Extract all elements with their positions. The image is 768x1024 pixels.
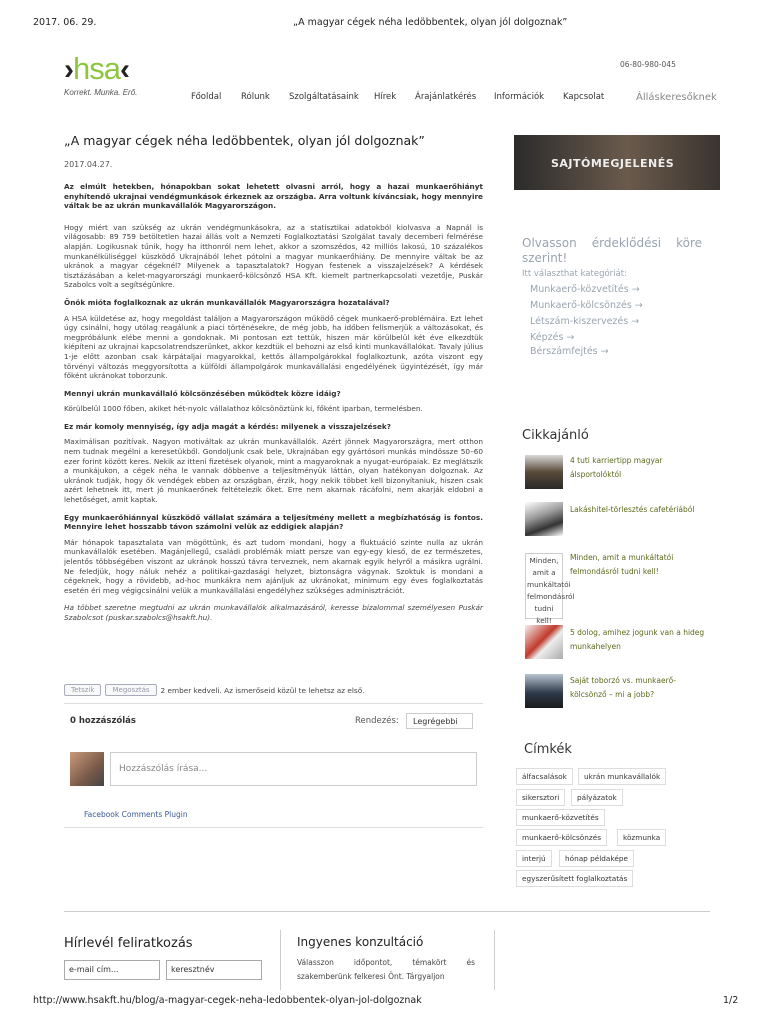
- comment-count: 0 hozzászólás: [70, 716, 136, 726]
- tag-link[interactable]: egyszerűsített foglalkoztatás: [516, 870, 633, 887]
- footer-column-divider: [280, 930, 281, 990]
- article-lead: Az elmúlt hetekben, hónapokban sokat lehetett olvasni arról, hogy a hazai munkaerőhiányt enyhítendő ukrajnai vendégmunkások érkeznek az országba. Arra voltunk kíváncsiak, hogy mennyire váltak be az ukrán munkavállalók Magyarországon.: [64, 182, 483, 211]
- article-question: Mennyi ukrán munkavállaló kölcsönzésében működtek közre idáig?: [64, 388, 341, 398]
- fb-comments-plugin-link[interactable]: Facebook Comments Plugin: [84, 810, 188, 819]
- print-page-number: 1/2: [723, 995, 739, 1006]
- sort-label: Rendezés:: [355, 716, 399, 726]
- category-prompt: Itt választhat kategóriát:: [522, 269, 627, 279]
- rec-thumbnail[interactable]: [525, 455, 563, 489]
- comments-divider: [64, 827, 483, 828]
- nav-item-home[interactable]: Főoldal: [191, 92, 222, 102]
- article-body: [64, 182, 483, 631]
- nav-item-services[interactable]: Szolgáltatásaink: [289, 92, 359, 102]
- press-banner-label: SAJTÓMEGJELENÉS: [551, 157, 675, 170]
- tag-link[interactable]: pályázatok: [571, 789, 623, 806]
- article-question: Egy munkaerőhiánnyal küszködő vállalat számára a teljesítmény mellett a megbízhatóság is fontos. Mennyire lehet hosszabb távon számolni velük az eddigiek alapján?: [64, 512, 483, 532]
- logo-left-chevron: ›: [64, 53, 73, 86]
- tags-title: Címkék: [524, 742, 572, 757]
- footer-column-divider: [494, 930, 495, 990]
- sort-select[interactable]: Legrégebbi: [406, 713, 473, 729]
- article-question: Önök mióta foglalkoznak az ukrán munkavállalók Magyarországra hozatalával?: [64, 297, 390, 307]
- comments-divider: [64, 703, 483, 704]
- hsa-logo[interactable]: [64, 51, 138, 97]
- nav-item-jobseekers[interactable]: Álláskeresőknek: [636, 92, 717, 103]
- category-link[interactable]: Létszám-kiszervezés →: [530, 316, 640, 327]
- newsletter-name-input[interactable]: keresztnév: [166, 960, 262, 980]
- category-link[interactable]: Képzés →: [530, 332, 575, 343]
- print-url: http://www.hsakft.hu/blog/a-magyar-cegek-neha-ledobbentek-olyan-jol-dolgoznak: [33, 995, 422, 1006]
- fb-share-button[interactable]: Megosztás: [105, 684, 156, 696]
- article-paragraph: Körülbelül 1000 főben, akiket hét-nyolc vállalathoz kölcsönöztünk ki, főként iparban, termelésben.: [64, 404, 423, 414]
- consultation-text: Válasszon időpontot, témakört és szakemberünk felkeresi Önt. Tárgyaljon: [297, 958, 475, 981]
- logo-slogan: Korrekt. Munka. Erő.: [64, 88, 138, 97]
- phone-number[interactable]: 06-80-980-045: [620, 60, 676, 69]
- consultation-title: Ingyenes konzultáció: [297, 935, 424, 949]
- rec-link[interactable]: 4 tuti karriertipp magyar álsportolóktól: [570, 456, 663, 479]
- category-link[interactable]: Munkaerő-közvetítés →: [530, 284, 640, 295]
- rec-thumbnail[interactable]: [525, 674, 563, 708]
- tag-link[interactable]: ukrán munkavállalók: [578, 768, 666, 785]
- fb-like-button[interactable]: Tetszik: [64, 684, 101, 696]
- newsletter-email-input[interactable]: e-mail cím...: [64, 960, 160, 980]
- tag-link[interactable]: munkaerő-kölcsönzés: [516, 829, 607, 846]
- nav-item-info[interactable]: Információk: [494, 92, 545, 102]
- tag-link[interactable]: interjú: [516, 850, 552, 867]
- newsletter-title: Hírlevél feliratkozás: [64, 936, 193, 951]
- tag-link[interactable]: hónap példaképe: [559, 850, 634, 867]
- nav-item-quote[interactable]: Árajánlatkérés: [415, 92, 477, 102]
- logo-text: hsa: [73, 51, 120, 86]
- article-paragraph: Maximálisan pozitívak. Nagyon motiváltak az ukrán munkavállalók. Azért jönnek Magyarországra, mert otthon nem tudnak megélni a keresetükből. Gondoljunk csak bele, Ukrajnában egy gyártósori munkás mindössze 50–60 ezer forint között keres. Nekik az itteni fizetések olyanok, mint a magyaroknak a nyugat-európaiak. Ez meglátszik a munkájukon, a cégek néha le vannak döbbenve a teljesítményük láttán, olyan hatékonyan dolgoznak. Az ukránok tudják, hogy ők vendégek ebben az országban, érzik, hogy nekik többet kell bizonyítaniuk, hiszen csak azért lehetnek itt, mert jó munkaerőnek feltételezik őket. Erre nem akarnak rácáfolni, nem akarják eldobni a lehetőséget, amit kaptak.: [64, 437, 483, 505]
- tag-link[interactable]: munkaerő-közvetítés: [516, 809, 605, 826]
- article-paragraph: Már hónapok tapasztalata van mögöttünk, és azt tudom mondani, hogy a fluktuáció szinte nulla az ukrán munkavállalók esetében. Magánjellegű, családi problémák miatt persze van egy-egy kieső, de ez természetes, jelentős többségében viszont az ukránok hosszú távra terveznek, nem akarnak egyik helyről a másikra ugrálni. Ne feledjük, hogy náluk nehéz a politikai-gazdasági helyzet, biztonságra vágynak. Szoktuk is mondani a cégeknek, hogy a rövidebb, ad-hoc munkákra nem ajánljuk az ukránokat, minimum egy éves foglalkoztatás esetén éri meg végigcsinálni velük a munkavállalási engedélyhez szükséges adminisztrációt.: [64, 537, 483, 595]
- tag-link[interactable]: közmunka: [617, 829, 666, 846]
- rec-link[interactable]: 5 dolog, amihez jogunk van a hideg munkahelyen: [570, 628, 705, 651]
- rec-link[interactable]: Saját toborzó vs. munkaerő-kölcsönző – mi a jobb?: [570, 676, 676, 699]
- article-title: „A magyar cégek néha ledöbbentek, olyan jól dolgoznak”: [64, 133, 425, 148]
- article-outro: Ha többet szeretne megtudni az ukrán munkavállalók alkalmazásáról, keresse bizalommal személyesen Puskár Szabolcsot (puskar.szabolcs@hsakft.hu).: [64, 603, 483, 622]
- nav-item-about[interactable]: Rólunk: [241, 92, 270, 102]
- fb-like-bar: [64, 684, 365, 696]
- footer-divider: [64, 911, 710, 912]
- print-date: 2017. 06. 29.: [33, 17, 97, 28]
- article-question: Ez már komoly mennyiség, így adja magát a kérdés: milyenek a visszajelzések?: [64, 421, 391, 431]
- comment-input[interactable]: Hozzászólás írása...: [110, 752, 477, 786]
- article-paragraph: Hogy miért van szükség az ukrán vendégmunkásokra, az a statisztikai adatokból kiolvasva a Napnál is világosabb: 89 759 betöltetlen hazai állás volt a Nemzeti Foglalkoztatási Szolgálat tavaly decemberi felmérése alapján. Logikusnak tűnik, hogy ha itthonról nem lehet, akkor a szomszédos, 42 milliós lakosú, 10 százalékos munkanélküliséggel küszködő Ukrajnából lehet pótolni a magyar munkaerőhiány. De mennyire váltak be az ukránok a magyar cégeknél? Milyenek a tapasztalatok? Hogyan festenek a visszajelzések? A kérdések tisztázásában a kelet-magyarországi munkaerő-kölcsönző HSA Kft. kiemelt partnerkapcsolati vezetője, Puskár Szabolcs volt a segítségünkre.: [64, 222, 483, 290]
- article-date: 2017.04.27.: [64, 160, 113, 169]
- rec-thumbnail[interactable]: [525, 502, 563, 536]
- logo-right-chevron: ‹: [119, 53, 129, 86]
- broken-image-icon[interactable]: Minden, amit a munkáltatói felmondásról tudni kell!: [525, 553, 563, 619]
- recommendations-title: Cikkajánló: [522, 428, 589, 443]
- nav-item-news[interactable]: Hírek: [374, 92, 397, 102]
- nav-item-contact[interactable]: Kapcsolat: [563, 92, 605, 102]
- category-link[interactable]: Bérszámfejtés →: [530, 346, 609, 357]
- article-paragraph: A HSA küldetése az, hogy megoldást találjon a Magyarországon működő cégek munkaerő-problémáira. Ezt lehet úgy csinálni, hogy utólag reagálunk a piaci történésekre, de még jobb, ha időben felismerjük a változásokat, és megpróbálunk elébe menni a gondoknak. Mi pontosan ezt tettük, hiszen már körülbelül két éve elkezdtük kiépíteni az ukrajnai kapcsolatrendszerünket, akkor kezdtük el behozni az első kinti munkavállalókat. Tavaly július 1-je előtt azonban csak kárpátaljai magyarokkal, kettős állampolgárokkal foglalkoztunk, azóta viszont egy törvényi változás meggyorsította a külföldi állampolgárok munkavállalási engedélyének ügyintézését, így már főként ukránokat toborzunk.: [64, 313, 483, 381]
- press-banner[interactable]: [514, 135, 720, 190]
- interest-heading: Olvasson érdeklődési köre szerint!: [522, 236, 702, 265]
- rec-thumbnail[interactable]: [525, 625, 563, 659]
- rec-link[interactable]: Minden, amit a munkáltatói felmondásról tudni kell!: [570, 553, 674, 576]
- rec-link[interactable]: Lakáshitel-törlesztés cafetériából: [570, 505, 695, 514]
- category-link[interactable]: Munkaerő-kölcsönzés →: [530, 300, 643, 311]
- avatar: [70, 752, 104, 786]
- print-title: „A magyar cégek néha ledöbbentek, olyan jól dolgoznak”: [293, 17, 568, 28]
- tag-link[interactable]: álfacsalások: [516, 768, 573, 785]
- tag-link[interactable]: sikersztori: [516, 789, 565, 806]
- fb-like-count: 2 ember kedveli. Az ismerőseid közül te lehetsz az első.: [160, 685, 365, 695]
